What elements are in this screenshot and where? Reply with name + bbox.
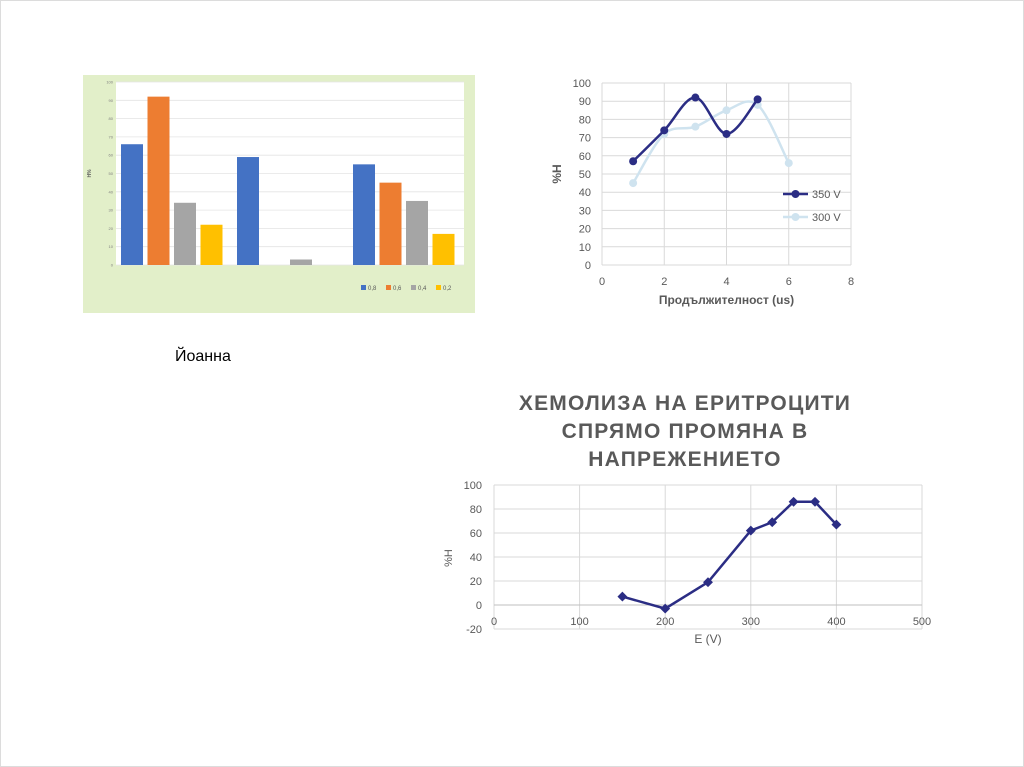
y-tick-label: 40 [578,187,591,200]
data-point [617,592,627,602]
legend-label: 300 V [812,212,841,224]
bar [353,164,375,265]
bar [290,260,312,265]
y-tick-label: 20 [578,223,591,236]
y-tick-label: 30 [578,205,591,218]
legend-label: 0,2 [443,286,452,292]
y-tick-label: 40 [469,552,482,564]
x-tick-label: 2 [661,276,668,288]
x-axis-label: Продължителност (us) [658,293,795,307]
y-tick-label: 60 [108,152,113,158]
bar [174,203,196,265]
legend-swatch [386,285,391,290]
y-tick-label: 80 [578,114,591,127]
y-tick-label: 50 [578,169,591,181]
y-tick-label: 100 [572,78,591,90]
data-point [754,95,762,103]
x-tick-label: 0 [598,276,606,288]
data-point [691,94,699,102]
bar [148,97,170,265]
bar [121,144,143,265]
y-tick-label: 60 [469,528,482,540]
y-tick-label: 0 [110,262,113,268]
y-tick-label: 0 [584,260,591,272]
y-axis-label: %H [443,549,455,567]
series-line [622,502,836,609]
x-tick-label: 100 [570,616,589,628]
data-point [691,123,699,131]
chart-title: СПРЯМО ПРОМЯНА В [561,420,809,443]
y-axis-label: %H [550,164,564,184]
author-name: Йоанна [175,348,231,365]
data-point [629,179,637,187]
legend-label: 0,6 [393,286,402,292]
legend-marker [792,213,800,221]
bar-chart [83,75,475,313]
y-tick-label: 90 [108,97,113,103]
y-tick-label: 50 [108,171,113,176]
legend-label: 0,8 [368,286,377,292]
data-point [660,126,668,134]
y-tick-label: 20 [469,576,482,588]
bar [406,201,428,265]
x-tick-label: 500 [912,616,932,628]
y-tick-label: 0 [475,600,482,612]
x-axis-label: E (V) [694,632,722,646]
y-tick-label: 70 [578,132,591,145]
chart-title: НАПРЕЖЕНИЕТО [588,448,782,471]
duration-line-chart [540,70,870,315]
legend-swatch [361,285,366,290]
y-tick-label: 30 [108,207,113,213]
y-tick-label: 100 [106,79,113,85]
y-tick-label: 40 [108,189,113,195]
data-point [723,130,731,138]
y-tick-label: 60 [578,150,591,163]
bar [380,183,402,265]
y-tick-label: 20 [108,225,113,231]
y-tick-label: 80 [469,504,482,516]
x-tick-label: 8 [847,276,855,288]
x-tick-label: 200 [656,616,675,628]
data-point [629,157,637,165]
legend-swatch [411,285,416,290]
legend-label: 350 V [812,189,841,201]
y-tick-label: -20 [466,624,482,636]
bar [237,157,259,265]
chart-title: ХЕМОЛИЗА НА ЕРИТРОЦИТИ [518,392,852,415]
x-tick-label: 4 [723,276,730,288]
y-tick-label: 80 [108,116,113,122]
y-tick-label: 70 [108,134,113,140]
x-tick-label: 400 [827,616,846,628]
legend-swatch [436,285,441,290]
y-axis-label: H% [87,169,93,178]
x-tick-label: 300 [741,616,760,628]
y-tick-label: 90 [578,96,591,109]
bar [201,225,223,265]
bar [433,234,455,265]
y-tick-label: 10 [578,241,591,254]
y-tick-label: 100 [463,480,482,492]
legend-marker [792,190,800,198]
x-tick-label: 6 [785,276,792,288]
data-point [785,159,793,167]
data-point [723,106,731,114]
y-tick-label: 10 [108,244,113,250]
voltage-line-chart [420,380,950,650]
x-tick-label: 0 [490,616,498,628]
legend-label: 0,4 [418,286,427,292]
